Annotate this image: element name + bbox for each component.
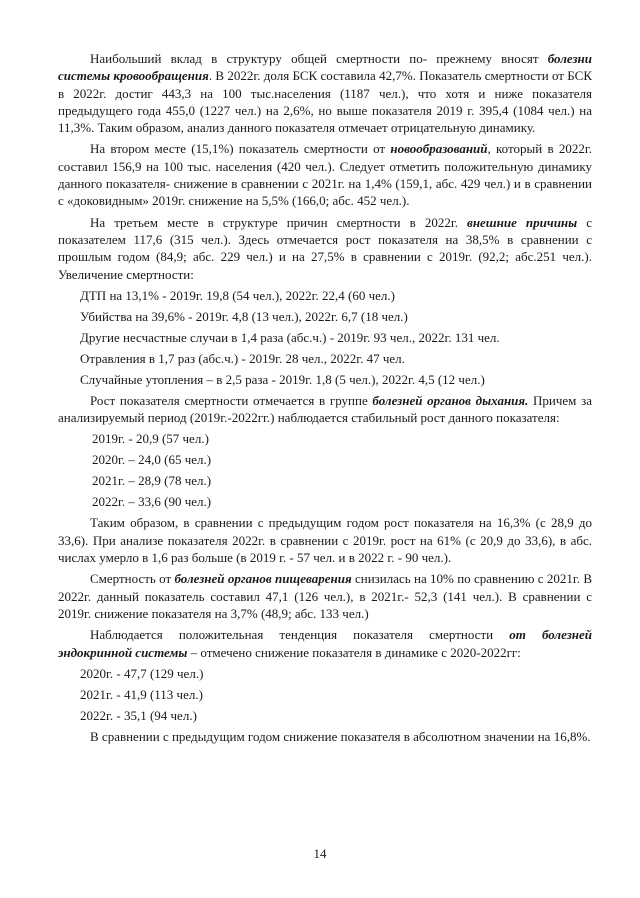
list-item: Случайные утопления – в 2,5 раза - 2019г. 1,8 (5 чел.), 2022г. 4,5 (12 чел.) (80, 371, 485, 387)
text: , который в 2022г. составил 156,9 на 100 тыс. населения (420 чел.). Следует отметить положительную динамику данного показателя- снижение в сравнении с 2021г. на 1,4% (159,1, абс. 429 чел.) и в сравнении с «доковидным» 2019г. снижение на 5,5% (166,0; абс. 452 чел.). (58, 141, 592, 209)
paragraph-respiratory (58, 392, 592, 427)
list-item: 2020г. – 24,0 (65 чел.) (92, 452, 212, 468)
list-item: ДТП на 13,1% - 2019г. 19,8 (54 чел.), 2022г. 22,4 (60 чел.) (80, 287, 395, 303)
list-item: 2022г. - 35,1 (94 чел.) (80, 707, 197, 723)
text: На третьем месте в структуре причин смертности в 2022г. (90, 214, 468, 230)
text: Наибольший вклад в структуру общей смертности по- прежнему вносят (90, 51, 548, 66)
text: Рост показателя смертности отмечается в группе (90, 392, 373, 408)
paragraph-neoplasms (58, 140, 592, 209)
list-item: 2021г. - 41,9 (113 чел.) (80, 686, 203, 702)
text: – отмечено снижение показателя в динамике с 2020-2022гг: (187, 644, 521, 660)
emphasis: болезни системы кровообращения (58, 51, 592, 84)
list-item: 2022г. – 33,6 (90 чел.) (92, 494, 212, 510)
text: снизилась на 10% по сравнению с 2021г. В 2022г. данный показатель составил 47,1 (126 чел.), в 2021г.- 52,3 (141 чел.). В сравнении с 2019г. снижение показателя на 3,7% (48,9; абс. 133 чел.) (58, 571, 592, 621)
text: Причем за анализируемый период (2019г.-2022гг.) наблюдается стабильный рост данного показателя: (58, 392, 592, 426)
text: с показателем 117,6 (315 чел.). Здесь отмечается рост показателя на 38,5% в сравнении с прошлым годом (84,9; абс. 229 чел.) и на 27,5% в сравнении с 2019г. (92,2; абс.251 чел.). Увеличение смертности: (58, 214, 592, 282)
text: Наблюдается положительная тенденция показателя смертности (90, 627, 510, 643)
list-item: 2019г. - 20,9 (57 чел.) (92, 431, 209, 447)
list-item: Другие несчастные случаи в 1,4 раза (абс.ч.) - 2019г. 93 чел., 2022г. 131 чел. (80, 329, 500, 345)
text: . В 2022г. доля БСК составила 42,7%. Показатель смертности от БСК в 2022г. достиг 443,3 на 100 тыс.населения (1187 чел.), что хотя и ниже показателя предыдущего года 455,0 (1227 чел.) на 2,6%, но выше показателя 2019 г. 395,4 (1084 чел.) на 11,3%. Таким образом, анализ данного показателя отмечает отрицательную динамику. (58, 68, 592, 136)
paragraph-endocrine (58, 626, 592, 661)
paragraph-endocrine-summary: В сравнении с предыдущим годом снижение показателя в абсолютном значении на 16,8%. (90, 728, 591, 744)
list-item: 2020г. - 47,7 (129 чел.) (80, 665, 204, 681)
text: Смертность от (90, 571, 175, 587)
list-item: 2021г. – 28,9 (78 чел.) (92, 473, 212, 489)
page-number: 14 (313, 846, 327, 861)
paragraph-circulatory (58, 50, 592, 136)
list-item: Убийства на 39,6% - 2019г. 4,8 (13 чел.), 2022г. 6,7 (18 чел.) (80, 308, 408, 324)
emphasis: болезней органов дыхания. (372, 392, 529, 408)
emphasis: новообразований (390, 141, 488, 157)
paragraph-digestive (58, 570, 592, 622)
text: На втором месте (15,1%) показатель смертности от (90, 141, 391, 157)
emphasis: от болезней эндокринной системы (58, 627, 592, 660)
paragraph-respiratory-summary: Таким образом, в сравнении с предыдущим годом рост показателя на 16,3% (с 28,9 до 33,6). При анализе показателя 2022г. в сравнении с 2019г. рост на 61% (с 20,9 до 33,6), в абс. числах умерло в 1,6 раз больше (в 2019 г. - 57 чел. и в 2022 г. - 90 чел.). (58, 515, 592, 566)
list-item: Отравления в 1,7 раз (абс.ч.) - 2019г. 28 чел., 2022г. 47 чел. (80, 350, 405, 366)
emphasis: внешние причины (467, 214, 578, 230)
emphasis: болезней органов пищеварения (174, 571, 352, 587)
paragraph-external-causes (58, 214, 592, 283)
